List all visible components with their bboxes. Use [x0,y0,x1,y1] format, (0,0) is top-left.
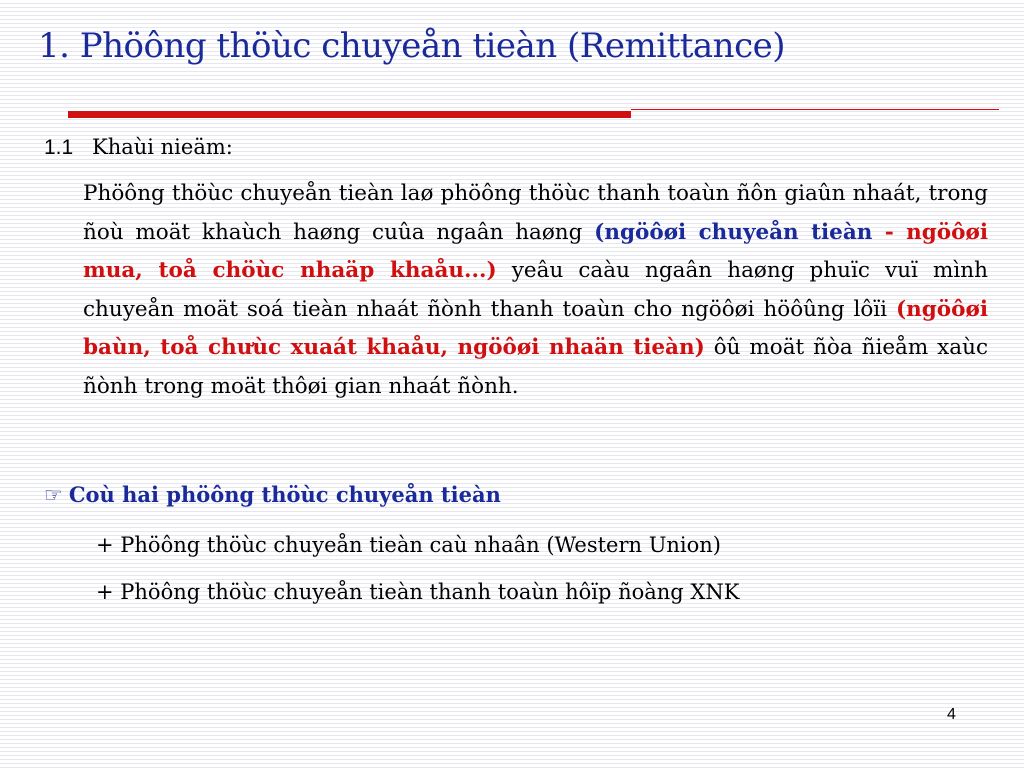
definition-paragraph [83,175,988,406]
methods-heading-text: Coù hai phöông thöùc chuyeån tieàn [68,482,501,507]
paragraph-text-2: yeâu caàu ngaân haøng phuïc vuï mình chuyeån moät soá tieàn nhaát ñònh thanh toaùn cho ngöôøi höôûng lôïi [83,258,988,322]
title-underline-line [631,109,999,110]
page-number: 4 [947,706,956,723]
section-number: 1.1 [44,136,74,159]
paragraph-text-1: Phöông thöùc chuyeån tieàn laø phöông thöùc thanh toaùn ñôn giaûn nhaát, trong ñoù moät khaùch haøng cuûa ngaân haøng [83,181,988,245]
paragraph-highlight-beneficiary: (ngöôøi baùn, toå chưùc xuaát khaåu, ngöôøi nhaän tieàn) [83,296,988,360]
slide-title: 1. Phöông thöùc chuyeån tieàn (Remittance) [38,26,786,66]
method-item-personal: + Phöông thöùc chuyeån tieàn caù nhaân (Western Union) [96,533,721,557]
paragraph-highlight-sender: (ngöôøi chuyeån tieàn [594,219,873,245]
section-heading [44,135,233,160]
pointing-hand-icon: ☞ [44,483,63,507]
methods-heading [44,482,501,507]
method-item-contract: + Phöông thöùc chuyeån tieàn thanh toaùn hôïp ñoàng XNK [96,580,740,604]
title-underline-bar [68,111,631,118]
paragraph-text-3: ôû moät ñòa ñieåm xaùc ñònh trong moät thôøi gian nhaát ñònh. [83,335,988,399]
paragraph-highlight-buyer: - ngöôøi mua, toå chöùc nhaäp khaåu...) [83,219,988,283]
section-title: Khaùi nieäm: [92,135,233,159]
